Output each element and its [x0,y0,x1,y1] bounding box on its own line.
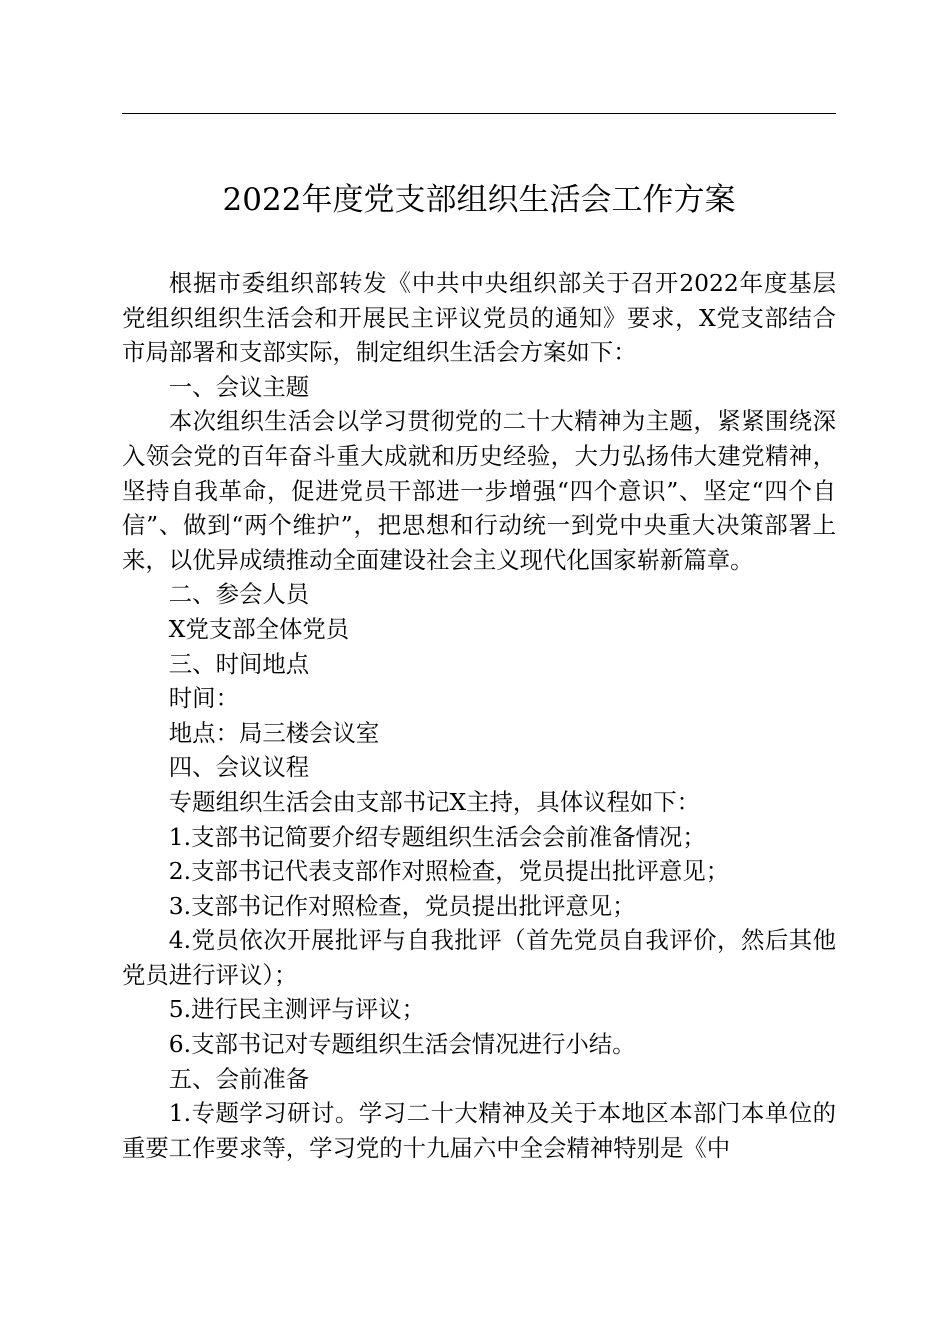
preparation-item-1: 1.专题学习研讨。学习二十大精神及关于本地区本部门本单位的重要工作要求等，学习党的十九届六中全会精神特别是《中 [122,1099,836,1162]
agenda-item-1: 1.支部书记简要介绍专题组织生活会会前准备情况； [168,822,706,851]
section-heading-time-place: 三、时间地点 [168,649,310,678]
document-title: 2022年度党支部组织生活会工作方案 [222,182,736,218]
agenda-intro: 专题组织生活会由支部书记X主持，具体议程如下： [168,787,701,816]
section-heading-theme: 一、会议主题 [168,372,310,401]
section-heading-agenda: 四、会议议程 [168,753,310,782]
agenda-item-6: 6.支部书记对专题组织生活会情况进行小结。 [168,1030,636,1059]
agenda-item-2: 2.支部书记代表支部作对照检查，党员提出批评意见； [168,857,730,886]
agenda-item-5: 5.进行民主测评与评议； [168,995,426,1024]
section-heading-preparation: 五、会前准备 [168,1064,310,1093]
place-text: 地点：局三楼会议室 [168,718,380,747]
theme-paragraph: 本次组织生活会以学习贯彻党的二十大精神为主题，紧紧围绕深入领会党的百年奋斗重大成就和历史经验，大力弘扬伟大建党精神，坚持自我革命，促进党员干部进一步增强“四个意识”、坚定“四个自信”、做到“两个维护”，把思想和行动统一到党中央重大决策部署上来，以优异成绩推动全面建设社会主义现代化国家崭新篇章。 [122,407,836,574]
section-heading-attendees: 二、参会人员 [168,580,310,609]
time-text: 时间： [168,684,239,713]
attendees-text: X党支部全体党员 [168,614,350,643]
agenda-item-4: 4.党员依次开展批评与自我批评（首先党员自我评价，然后其他党员进行评议）； [122,926,836,989]
document-body [122,266,836,1165]
header-rule [122,113,836,114]
agenda-item-3: 3.支部书记作对照检查，党员提出批评意见； [168,891,636,920]
intro-paragraph: 根据市委组织部转发《中共中央组织部关于召开2022年度基层党组织组织生活会和开展民主评议党员的通知》要求，X党支部结合市局部署和支部实际，制定组织生活会方案如下： [122,269,836,367]
